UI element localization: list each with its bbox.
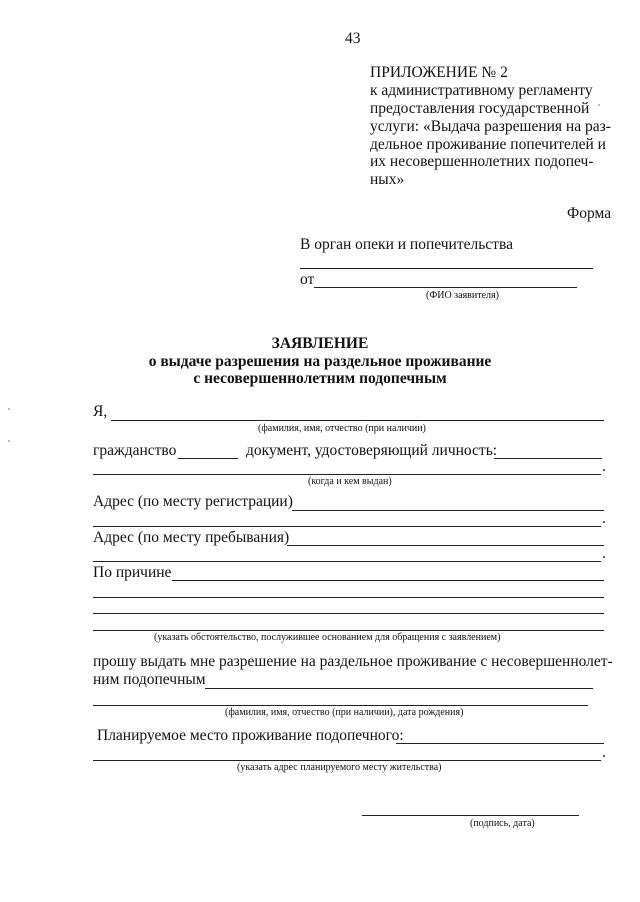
period: . xyxy=(602,510,606,527)
fio-hint: (фамилия, имя, отчество (при наличии) xyxy=(258,423,426,434)
document-line[interactable] xyxy=(494,458,602,459)
appendix-title: ПРИЛОЖЕНИЕ № 2 xyxy=(370,64,508,81)
reason-line[interactable] xyxy=(93,597,604,598)
ward-hint: (фамилия, имя, отчество (при наличии), дата рождения) xyxy=(225,707,464,718)
reason-hint: (указать обстоятельство, послужившее основанием для обращения с заявлением) xyxy=(154,632,501,643)
citizenship-label: гражданство xyxy=(93,442,177,459)
reason-line[interactable] xyxy=(172,580,604,581)
scan-mark xyxy=(8,408,10,410)
addr-registration-line[interactable] xyxy=(292,510,604,511)
ward-line[interactable] xyxy=(93,705,588,706)
statement-subtitle: с несовершеннолетним подопечным xyxy=(193,370,447,387)
citizenship-line[interactable] xyxy=(178,458,238,459)
addr-registration-label: Адрес (по месту регистрации) xyxy=(93,493,293,510)
request-text: прошу выдать мне разрешение на раздельное проживание с несовершеннолет- xyxy=(93,653,613,670)
statement-subtitle: о выдаче разрешения на раздельное проживание xyxy=(148,353,492,370)
from-label: от xyxy=(300,271,315,288)
from-line[interactable] xyxy=(314,287,577,288)
appendix-line: к административному регламенту xyxy=(370,82,593,99)
period: . xyxy=(602,744,606,761)
document-label: документ, удостоверяющий личность: xyxy=(246,442,498,459)
signature-hint: (подпись, дата) xyxy=(470,818,535,829)
period: . xyxy=(602,545,606,562)
page-number: 43 xyxy=(345,30,361,47)
document-hint: (когда и кем выдан) xyxy=(308,476,392,487)
appendix-line: их несовершеннолетних подопеч- xyxy=(370,153,594,170)
signature-line[interactable] xyxy=(362,815,579,816)
planned-place-line[interactable] xyxy=(93,760,601,761)
document-line[interactable] xyxy=(93,474,601,475)
planned-place-label: Планируемое место проживание подопечного: xyxy=(97,727,404,744)
statement-title: ЗАЯВЛЕНИЕ xyxy=(271,335,369,352)
reason-line[interactable] xyxy=(93,630,604,631)
appendix-line: услуги: «Выдача разрешения на раз- xyxy=(370,118,611,135)
scan-mark xyxy=(598,104,600,106)
scan-mark xyxy=(8,440,10,442)
ward-line[interactable] xyxy=(205,688,593,689)
fio-line[interactable] xyxy=(111,420,604,421)
addressee-line[interactable] xyxy=(300,268,593,269)
planned-place-hint: (указать адрес планируемого месту жительства) xyxy=(237,762,442,773)
addr-stay-line[interactable] xyxy=(93,561,601,562)
period: . xyxy=(602,458,606,475)
addr-stay-line[interactable] xyxy=(287,545,604,546)
appendix-line: дельное проживание попечителей и xyxy=(370,136,606,153)
request-text: ним подопечным xyxy=(93,671,206,688)
applicant-fio-hint: (ФИО заявителя) xyxy=(426,290,499,301)
addressee-organ: В орган опеки и попечительства xyxy=(300,236,513,253)
form-label: Форма xyxy=(567,205,612,222)
appendix-line: ных» xyxy=(370,171,405,188)
addr-stay-label: Адрес (по месту пребывания) xyxy=(93,529,290,546)
reason-label: По причине xyxy=(93,564,172,581)
addr-registration-line[interactable] xyxy=(93,526,601,527)
reason-line[interactable] xyxy=(93,613,604,614)
ya-label: Я, xyxy=(93,403,108,420)
planned-place-line[interactable] xyxy=(396,743,604,744)
appendix-line: предоставления государственной xyxy=(370,100,590,117)
